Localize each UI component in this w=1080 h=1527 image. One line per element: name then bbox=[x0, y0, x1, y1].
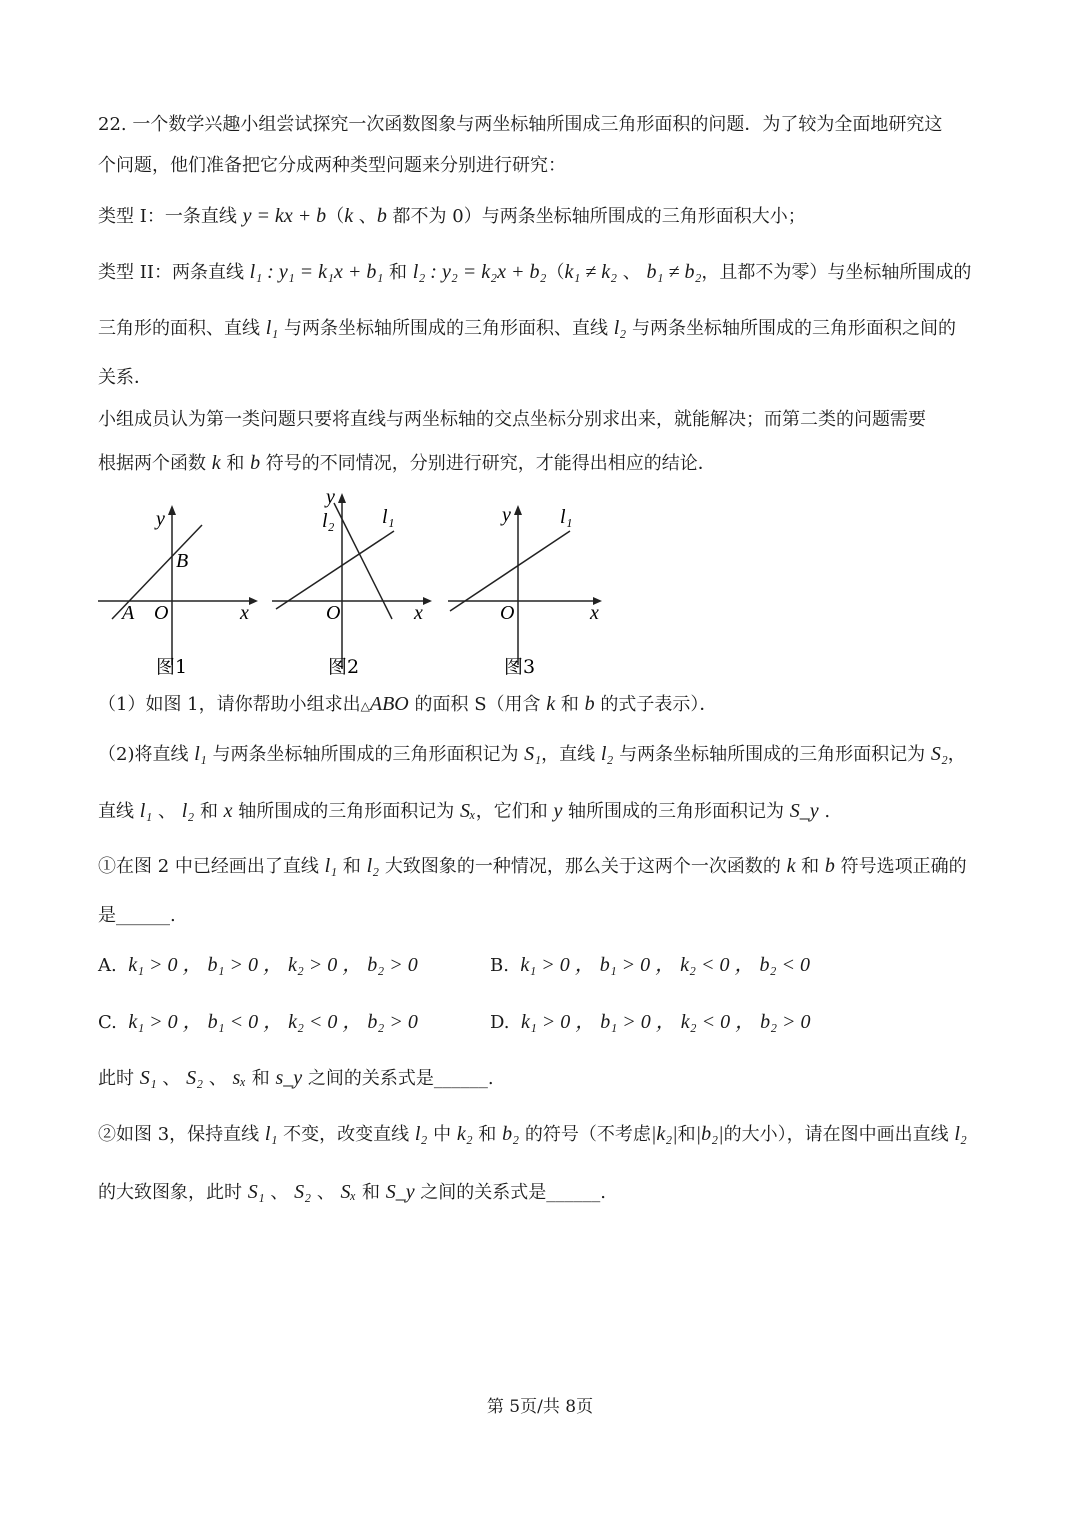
y-label: y bbox=[156, 508, 165, 530]
l2-equation: l₂ : y₂ = k₂x + b₂ bbox=[412, 261, 547, 283]
option-d: D. k₁ > 0 ， b₁ > 0 ， k₂ < 0 ， b₂ > 0 bbox=[490, 1011, 811, 1033]
x-label: x bbox=[590, 602, 599, 624]
type1-equation: y = kx + b bbox=[242, 205, 327, 227]
relation-1-line: 此时 S₁ 、 S₂ 、 sₓ 和 s_y 之间的关系式是______. bbox=[98, 1067, 494, 1089]
q2-line-2: 直线 l₁ 、 l₂ 和 x 轴所围成的三角形面积记为 Sₓ，它们和 y 轴所围成的三角形面积记为 S_y . bbox=[98, 800, 831, 822]
origin-label: O bbox=[500, 602, 515, 624]
q2-1-line-2: 是______. bbox=[98, 905, 176, 926]
figure-3-caption: 图3 bbox=[504, 656, 536, 678]
figure-3-graph bbox=[444, 495, 614, 685]
option-a: A. k₁ > 0 ， b₁ > 0 ， k₂ > 0 ， b₂ > 0 bbox=[98, 954, 418, 976]
q2-line-1: （2)将直线 l₁ 与两条坐标轴所围成的三角形面积记为 S₁，直线 l₂ 与两条坐标轴所围成的三角形面积记为 S₂， bbox=[98, 743, 966, 765]
q1-line: （1）如图 1，请你帮助小组求出△ABO 的面积 S（用含 k 和 b 的式子表示）． bbox=[98, 693, 718, 715]
q2-1-line-1: ①在图 2 中已经画出了直线 l₁ 和 l₂ 大致图象的一种情况，那么关于这两个一次函数的 k 和 b 符号选项正确的 bbox=[98, 855, 967, 877]
l1-label: l₁ bbox=[560, 506, 573, 528]
figure-2-caption: 图2 bbox=[328, 656, 360, 678]
figure-2-graph bbox=[268, 485, 443, 685]
y-axis-arrow bbox=[514, 505, 522, 515]
type2-line-1: 类型 II：两条直线 l₁ : y₁ = k₁x + b₁ 和 l₂ : y₂ = k₂x + b₂（k₁ ≠ k₂ 、 b₁ ≠ b₂，且都不为零）与坐标轴所围成的 bbox=[98, 261, 972, 283]
x-label: x bbox=[414, 602, 423, 624]
figure-1-graph bbox=[96, 495, 266, 685]
l1-equation: l₁ : y₁ = k₁x + b₁ bbox=[249, 261, 384, 283]
page-footer: 第 5页/共 8页 bbox=[486, 1397, 594, 1417]
group-line-1: 小组成员认为第一类问题只要将直线与两坐标轴的交点坐标分别求出来，就能解决；而第二类的问题需要 bbox=[98, 409, 926, 430]
intro-line-2: 个问题，他们准备把它分成两种类型问题来分别进行研究： bbox=[98, 155, 566, 176]
y-axis-arrow bbox=[338, 493, 346, 503]
x-axis-arrow bbox=[249, 597, 258, 605]
intro-line-1: 22. 一个数学兴趣小组尝试探究一次函数图象与两坐标轴所围成三角形面积的问题．为了较为全面地研究这 bbox=[98, 114, 943, 135]
l1-label: l₁ bbox=[382, 506, 395, 528]
type2-line-3: 关系． bbox=[98, 367, 152, 388]
origin-label: O bbox=[154, 602, 169, 624]
figure-3 bbox=[444, 495, 614, 689]
y-label: y bbox=[502, 504, 511, 526]
origin-label: O bbox=[326, 602, 341, 624]
line-l1 bbox=[450, 531, 570, 611]
line-l1 bbox=[276, 531, 394, 609]
figure-2 bbox=[268, 485, 443, 689]
option-b: B. k₁ > 0 ， b₁ > 0 ， k₂ < 0 ， b₂ < 0 bbox=[490, 954, 810, 976]
y-axis-arrow bbox=[168, 505, 176, 515]
type2-line-2: 三角形的面积、直线 l₁ 与两条坐标轴所围成的三角形面积、直线 l₂ 与两条坐标轴所围成的三角形面积之间的 bbox=[98, 317, 956, 339]
point-b-label: B bbox=[176, 550, 189, 572]
q2-2-line-1: ②如图 3，保持直线 l₁ 不变，改变直线 l₂ 中 k₂ 和 b₂ 的符号（不考虑|k₂|和|b₂|的大小），请在图中画出直线 l₂ bbox=[98, 1123, 967, 1145]
q2-2-line-2: 的大致图象，此时 S₁ 、 S₂ 、 Sₓ 和 S_y 之间的关系式是______. bbox=[98, 1181, 607, 1203]
figure-1 bbox=[96, 495, 266, 689]
group-line-2: 根据两个函数 k 和 b 符号的不同情况，分别进行研究，才能得出相应的结论． bbox=[98, 452, 716, 474]
figure-1-caption: 图1 bbox=[156, 656, 188, 678]
type1-line: 类型 I：一条直线 y = kx + b（k 、b 都不为 0）与两条坐标轴所围成的三角形面积大小； bbox=[98, 205, 806, 227]
y-label: y bbox=[326, 486, 335, 508]
l2-label: l₂ bbox=[322, 510, 335, 532]
x-axis-arrow bbox=[423, 597, 432, 605]
x-label: x bbox=[240, 602, 249, 624]
option-c: C. k₁ > 0 ， b₁ < 0 ， k₂ < 0 ， b₂ > 0 bbox=[98, 1011, 418, 1033]
point-a-label: A bbox=[122, 602, 135, 624]
